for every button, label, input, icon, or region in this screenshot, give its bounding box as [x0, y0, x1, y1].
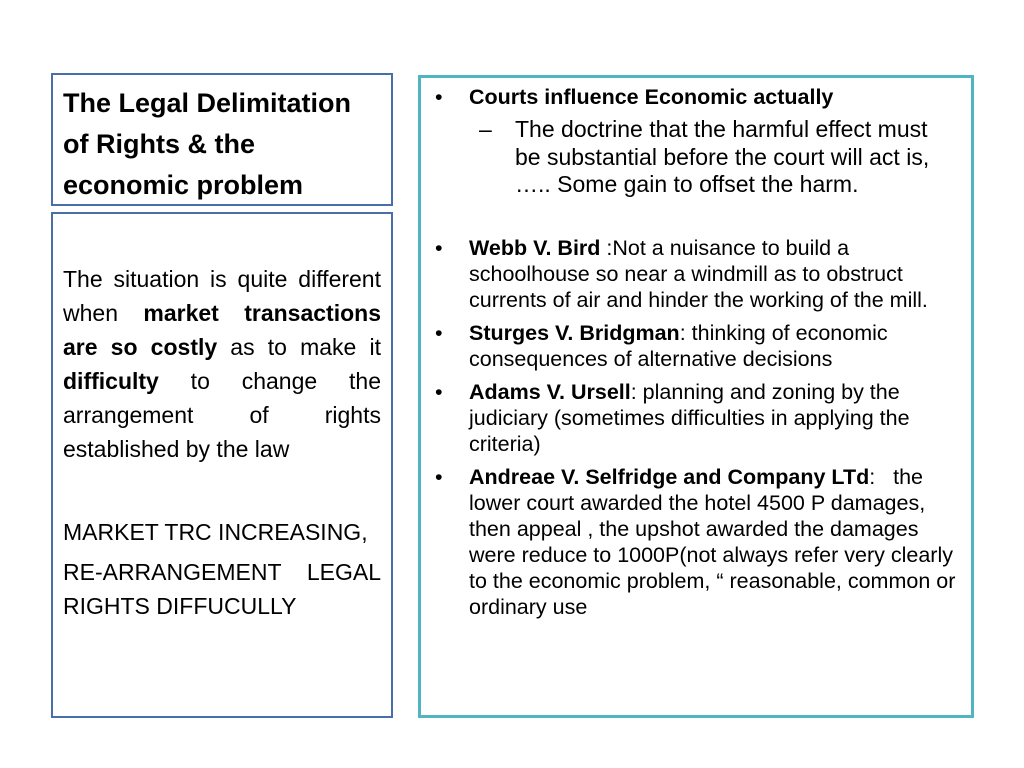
situation-bold-costly: market transactions are so costly: [63, 300, 381, 360]
bullet-andreae-v-selfridge: [431, 464, 962, 620]
case-name-andreae: Andreae V. Selfridge and Company LTd: [469, 464, 870, 489]
case-text-adams: : planning and zoning by the judiciary (sometimes difficulties in applying the criteria): [469, 379, 910, 456]
bullet-adams-v-ursell: [431, 379, 957, 457]
market-trc-line: MARKET TRC INCREASING,: [63, 519, 368, 545]
case-text-andreae: : the lower court awarded the hotel 4500 P damages, then appeal , the upshot awarded the damages were reduce to 1000P(not always refer very clearly to the economic problem, “ reasonable, common or ordinary use: [469, 464, 962, 619]
bullet-dot: •: [435, 85, 443, 109]
situation-bold-difficulty: difficulty: [63, 368, 159, 394]
situation-text-b: as to make it: [217, 334, 381, 360]
title-box: [51, 73, 393, 206]
bullet-dot: •: [435, 235, 443, 260]
slide-title: [63, 83, 381, 206]
case-text-webb: :Not a nuisance to build a schoolhouse so near a windmill as to obstruct currents of air and hinder the working of the mill.: [469, 235, 928, 312]
situation-paragraph: [63, 262, 381, 466]
situation-text-c: to change the arrangement of rights established by the law: [63, 368, 381, 462]
bullet-dot: •: [435, 464, 443, 489]
case-name-sturges: Sturges V. Bridgman: [469, 320, 680, 345]
situation-text-a: The situation is quite different when: [63, 266, 381, 326]
left-content-box: [51, 212, 393, 718]
case-bullet-list: [431, 84, 962, 620]
sub-bullet-dash: –: [479, 116, 492, 142]
bullet-webb-v-bird: [431, 235, 957, 313]
rearrangement-line: RE-ARRANGEMENT LEGAL RIGHTS DIFFUCULLY: [63, 559, 381, 619]
right-content-box: [418, 75, 974, 718]
case-name-adams: Adams V. Ursell: [469, 379, 631, 404]
courts-influence-heading: Courts influence Economic actually: [469, 85, 834, 109]
title-line-3: economic problem: [63, 170, 304, 200]
bullet-dot: •: [435, 320, 443, 345]
doctrine-text: The doctrine that the harmful effect must be substantial before the court will act is, ….. Some gain to offset the harm.: [515, 116, 930, 197]
bullet-courts-influence: [431, 84, 957, 110]
case-name-webb: Webb V. Bird: [469, 235, 601, 260]
title-line-1: The Legal Delimitation: [63, 88, 352, 118]
title-line-2: of Rights & the: [63, 129, 255, 159]
sub-bullet-doctrine: [431, 116, 957, 199]
bullet-sturges-v-bridgman: [431, 320, 957, 372]
case-text-sturges: : thinking of economic consequences of alternative decisions: [469, 320, 888, 371]
bullet-dot: •: [435, 379, 443, 404]
